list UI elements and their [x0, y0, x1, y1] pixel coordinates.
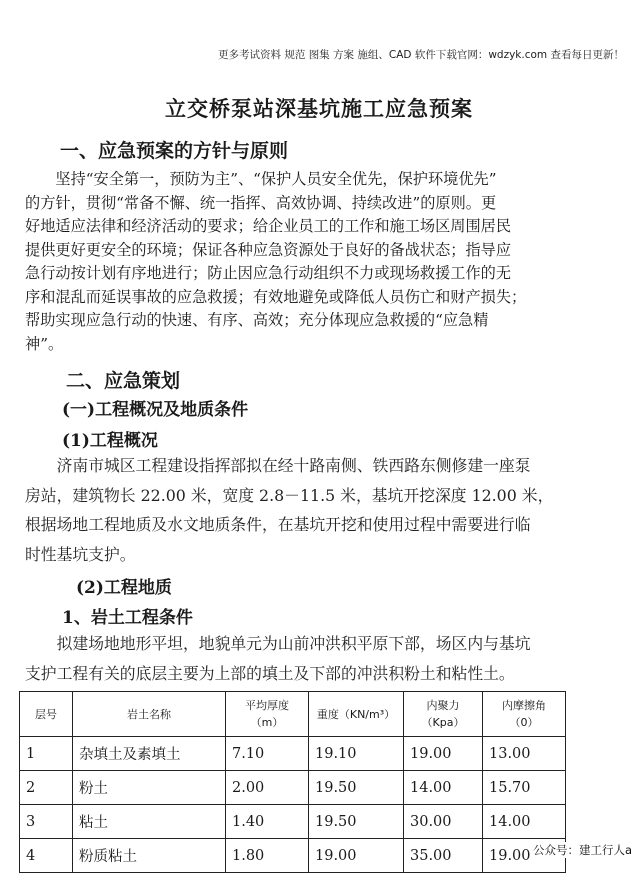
cell-cohesion: 14.00: [404, 771, 483, 805]
cell-friction: 15.70: [483, 771, 566, 805]
paragraph-line: 提供更好更安全的环境；保证各种应急资源处于良好的备战状态；指导应: [25, 240, 511, 259]
paragraph-line: 济南市城区工程建设指挥部拟在经十路南侧、铁西路东侧修建一座泵: [25, 456, 531, 475]
cell-friction: 19.00: [483, 839, 566, 873]
paragraph-line: 神”。: [25, 334, 64, 353]
cell-cohesion: 30.00: [404, 805, 483, 839]
paragraph-line: 房站，建筑物长 22.00 米，宽度 2.8－11.5 米，基坑开挖深度 12.00 米，: [25, 485, 554, 505]
subsection-engineering-geology: (2)工程地质: [76, 578, 172, 598]
cell-soil-name: 杂填土及素填土: [73, 737, 226, 771]
soil-parameters-table: [19, 691, 566, 873]
geology-paragraph: [25, 629, 631, 688]
paragraph-line: 时性基坑支护。: [25, 544, 136, 564]
cell-thickness: 1.40: [226, 805, 309, 839]
section1-heading: 一、应急预案的方针与原则: [60, 140, 289, 162]
cell-thickness: 1.80: [226, 839, 309, 873]
cell-soil-name: 粘土: [73, 805, 226, 839]
paragraph-line: 支护工程有关的底层主要为上部的填土及下部的冲洪积粉土和粘性土。: [25, 663, 515, 683]
table-row: [20, 839, 566, 873]
paragraph-line: 序和混乱而延误事故的应急救援；有效地避免或降低人员伤亡和财产损失；: [25, 287, 527, 306]
footer-watermark: 公众号：建工行人a: [532, 843, 632, 857]
cell-density: 19.50: [309, 805, 404, 839]
table-row: [20, 805, 566, 839]
header-density: 重度（KN/m³）: [309, 692, 404, 737]
section2-heading: 二、应急策划: [66, 370, 181, 392]
header-friction-angle: 内摩擦角 （0）: [483, 692, 566, 737]
cell-soil-name: 粉质粘土: [73, 839, 226, 873]
header-thickness: 平均厚度 （m）: [226, 692, 309, 737]
subsection-engineering-overview: (1)工程概况: [62, 431, 158, 451]
cell-density: 19.00: [309, 839, 404, 873]
overview-paragraph: [25, 451, 631, 569]
paragraph-line: 的方针，贯彻“常备不懈、统一指挥、高效协调、持续改进”的原则。更: [25, 193, 497, 212]
header-note: 更多考试资料 规范 图集 方案 施组、CAD 软件下载官网：wdzyk.com 查看每日更新！: [218, 49, 624, 61]
header-soil-name: 岩土名称: [73, 692, 226, 737]
subsection-engineering-overview-geology: (一)工程概况及地质条件: [62, 400, 249, 420]
paragraph-line: 拟建场地地形平坦，地貌单元为山前冲洪积平原下部，场区内与基坑: [25, 634, 531, 653]
cell-density: 19.10: [309, 737, 404, 771]
paragraph-line: 急行动按计划有序地进行；防止因应急行动组织不力或现场救援工作的无: [25, 264, 511, 282]
paragraph-line: 坚持“安全第一，预防为主”、“保护人员安全优先，保护环境优先”: [25, 170, 497, 188]
table-row: [20, 771, 566, 805]
cell-layer: 2: [20, 771, 73, 805]
header-layer: 层号: [20, 692, 73, 737]
cell-cohesion: 35.00: [404, 839, 483, 873]
paragraph-line: 根据场地工程地质及水文地质条件，在基坑开挖和使用过程中需要进行临: [25, 515, 531, 534]
paragraph-line: 好地适应法律和经济活动的要求；给企业员工的工作和施工场区周围居民: [25, 217, 511, 235]
cell-layer: 1: [20, 737, 73, 771]
document-title: 立交桥泵站深基坑施工应急预案: [165, 96, 473, 121]
cell-density: 19.50: [309, 771, 404, 805]
header-cohesion: 内聚力 （Kpa）: [404, 692, 483, 737]
cell-layer: 3: [20, 805, 73, 839]
cell-friction: 14.00: [483, 805, 566, 839]
paragraph-line: 帮助实现应急行动的快速、有序、高效；充分体现应急救援的“应急精: [25, 311, 489, 329]
subsection-rock-soil-conditions: 1、岩土工程条件: [62, 608, 193, 628]
table-row: [20, 737, 566, 771]
cell-thickness: 2.00: [226, 771, 309, 805]
cell-layer: 4: [20, 839, 73, 873]
cell-cohesion: 19.00: [404, 737, 483, 771]
cell-thickness: 7.10: [226, 737, 309, 771]
cell-friction: 13.00: [483, 737, 566, 771]
table-header-row: [20, 692, 566, 737]
section1-paragraph: [25, 168, 631, 356]
cell-soil-name: 粉土: [73, 771, 226, 805]
